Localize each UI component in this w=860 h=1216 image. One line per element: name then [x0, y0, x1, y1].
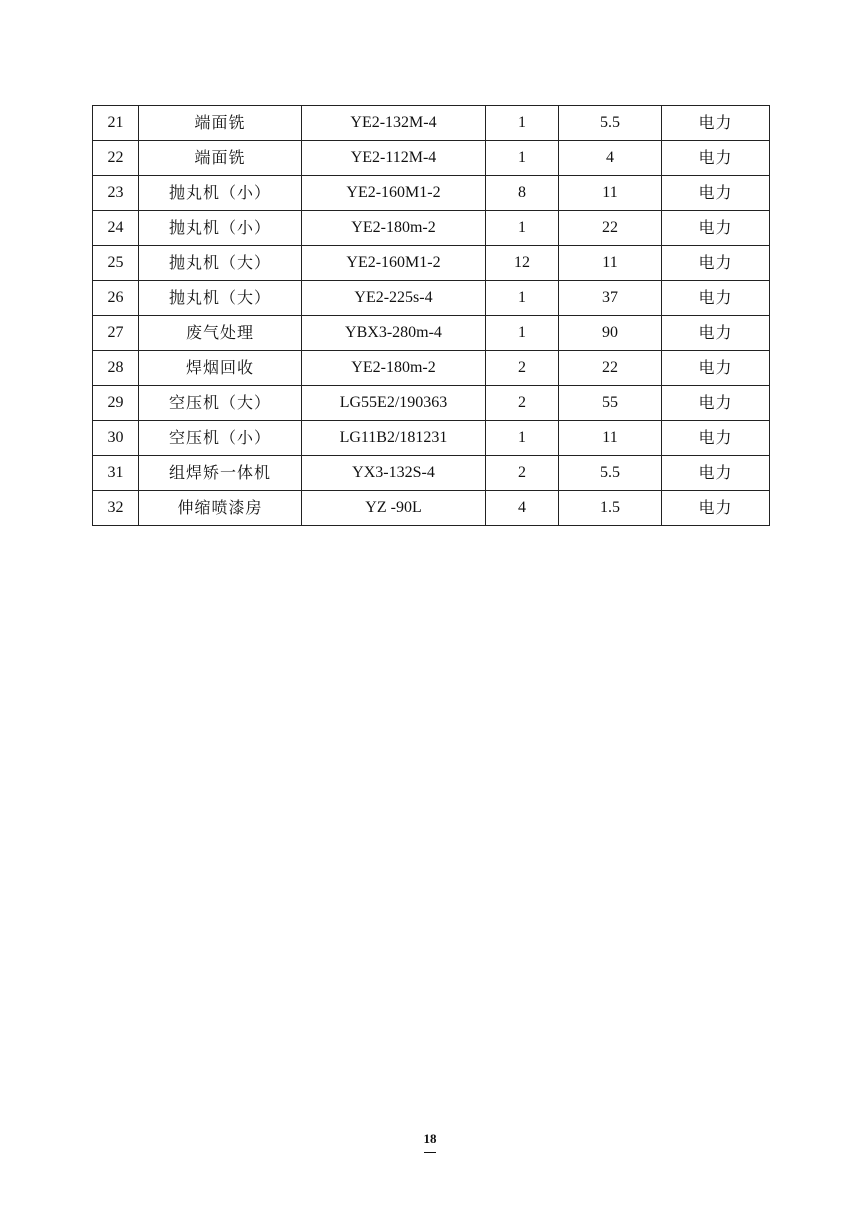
energy-type: 电力	[662, 211, 770, 246]
row-number: 24	[93, 211, 139, 246]
quantity: 1	[486, 281, 559, 316]
table-row	[93, 281, 770, 316]
equipment-name: 端面铣	[139, 141, 302, 176]
power-kw: 5.5	[559, 106, 662, 141]
motor-model: YE2-160M1-2	[302, 246, 486, 281]
motor-model: YE2-160M1-2	[302, 176, 486, 211]
motor-model: YE2-112M-4	[302, 141, 486, 176]
table-row	[93, 246, 770, 281]
power-kw: 4	[559, 141, 662, 176]
motor-model: YE2-180m-2	[302, 211, 486, 246]
table-row	[93, 421, 770, 456]
row-number: 32	[93, 491, 139, 526]
motor-model: YZ -90L	[302, 491, 486, 526]
equipment-name: 抛丸机（大）	[139, 281, 302, 316]
row-number: 27	[93, 316, 139, 351]
energy-type: 电力	[662, 491, 770, 526]
quantity: 1	[486, 211, 559, 246]
row-number: 30	[93, 421, 139, 456]
quantity: 2	[486, 456, 559, 491]
motor-model: LG11B2/181231	[302, 421, 486, 456]
quantity: 1	[486, 316, 559, 351]
table-row	[93, 491, 770, 526]
equipment-name: 焊烟回收	[139, 351, 302, 386]
table-row	[93, 351, 770, 386]
energy-type: 电力	[662, 316, 770, 351]
quantity: 1	[486, 106, 559, 141]
equipment-table	[92, 105, 770, 526]
power-kw: 55	[559, 386, 662, 421]
equipment-name: 抛丸机（小）	[139, 176, 302, 211]
equipment-name: 废气处理	[139, 316, 302, 351]
power-kw: 11	[559, 246, 662, 281]
energy-type: 电力	[662, 456, 770, 491]
equipment-name: 抛丸机（大）	[139, 246, 302, 281]
energy-type: 电力	[662, 421, 770, 456]
power-kw: 11	[559, 421, 662, 456]
row-number: 23	[93, 176, 139, 211]
motor-model: YE2-225s-4	[302, 281, 486, 316]
row-number: 29	[93, 386, 139, 421]
row-number: 31	[93, 456, 139, 491]
energy-type: 电力	[662, 351, 770, 386]
motor-model: YBX3-280m-4	[302, 316, 486, 351]
page-number-underline	[424, 1152, 436, 1153]
table-row	[93, 211, 770, 246]
row-number: 21	[93, 106, 139, 141]
equipment-name: 空压机（大）	[139, 386, 302, 421]
motor-model: YE2-180m-2	[302, 351, 486, 386]
energy-type: 电力	[662, 246, 770, 281]
table-row	[93, 386, 770, 421]
equipment-name: 伸缩喷漆房	[139, 491, 302, 526]
table-row	[93, 176, 770, 211]
equipment-name: 抛丸机（小）	[139, 211, 302, 246]
power-kw: 5.5	[559, 456, 662, 491]
quantity: 1	[486, 141, 559, 176]
power-kw: 37	[559, 281, 662, 316]
power-kw: 1.5	[559, 491, 662, 526]
quantity: 2	[486, 351, 559, 386]
energy-type: 电力	[662, 141, 770, 176]
quantity: 8	[486, 176, 559, 211]
energy-type: 电力	[662, 281, 770, 316]
equipment-name: 组焊矫一体机	[139, 456, 302, 491]
power-kw: 11	[559, 176, 662, 211]
energy-type: 电力	[662, 176, 770, 211]
table-row	[93, 456, 770, 491]
power-kw: 22	[559, 211, 662, 246]
motor-model: YX3-132S-4	[302, 456, 486, 491]
motor-model: LG55E2/190363	[302, 386, 486, 421]
table-row	[93, 141, 770, 176]
energy-type: 电力	[662, 106, 770, 141]
row-number: 28	[93, 351, 139, 386]
page-number: 18	[423, 1131, 437, 1146]
energy-type: 电力	[662, 386, 770, 421]
quantity: 1	[486, 421, 559, 456]
table-row	[93, 106, 770, 141]
row-number: 22	[93, 141, 139, 176]
motor-model: YE2-132M-4	[302, 106, 486, 141]
table-row	[93, 316, 770, 351]
quantity: 2	[486, 386, 559, 421]
row-number: 26	[93, 281, 139, 316]
power-kw: 90	[559, 316, 662, 351]
row-number: 25	[93, 246, 139, 281]
quantity: 4	[486, 491, 559, 526]
equipment-table-body	[93, 106, 770, 526]
power-kw: 22	[559, 351, 662, 386]
equipment-name: 端面铣	[139, 106, 302, 141]
quantity: 12	[486, 246, 559, 281]
equipment-name: 空压机（小）	[139, 421, 302, 456]
